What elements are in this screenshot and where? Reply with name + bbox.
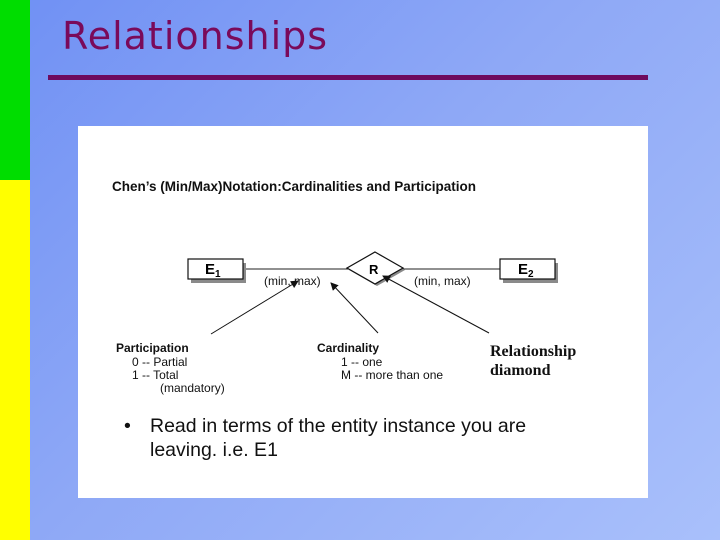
bullet-line-2: leaving. i.e. E1 <box>150 439 278 461</box>
relationship-note-line-2: diamond <box>490 362 551 379</box>
cardinality-line-one: 1 -- one <box>341 355 383 369</box>
cardinality-arrow <box>331 283 378 333</box>
side-bar-yellow <box>0 180 30 540</box>
bullet-dot: • <box>124 415 131 437</box>
entity-e1-label: $E_1$ <box>205 261 221 280</box>
relationship-note-line-1: Relationship <box>490 343 577 360</box>
relationship-diamond-note <box>490 342 576 380</box>
side-bar-green <box>0 0 30 180</box>
entity-e2-label: $E_2$ <box>518 261 534 280</box>
cardinality-title: Cardinality <box>317 341 380 355</box>
diagram-heading: Chen’s (Min/Max)Notation:Cardinalities and Participation <box>112 179 477 194</box>
minmax-right-label: (min, max) <box>414 274 471 288</box>
slide-title: Relationships <box>62 14 329 58</box>
participation-title: Participation <box>116 341 189 355</box>
participation-line-partial: 0 -- Partial <box>132 355 188 369</box>
participation-arrow <box>211 281 298 334</box>
participation-line-total: 1 -- Total <box>132 368 179 382</box>
minmax-left-label: (min, max) <box>264 274 321 288</box>
title-underline <box>48 75 648 80</box>
relationship-label: R <box>369 262 379 277</box>
participation-line-mandatory: (mandatory) <box>160 381 225 395</box>
bullet-line-1: Read in terms of the entity instance you are <box>150 415 527 437</box>
diagram-panel <box>78 126 648 498</box>
cardinality-line-many: M -- more than one <box>341 368 444 382</box>
